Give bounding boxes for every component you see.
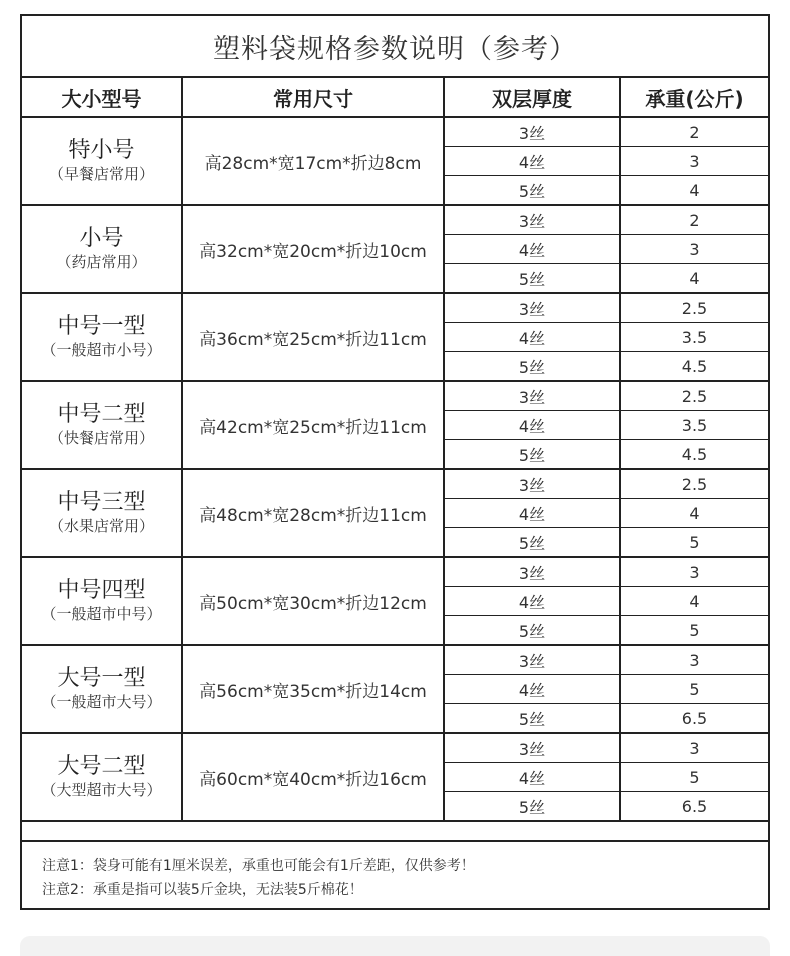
load-cell: 3 (620, 147, 768, 176)
size-cell: 高60cm*宽40cm*折边16cm (182, 733, 444, 821)
model-cell (22, 645, 182, 733)
load-cell: 2 (620, 117, 768, 147)
table-row (22, 117, 768, 147)
model-usage: （一般超市大号） (41, 693, 162, 711)
size-cell: 高28cm*宽17cm*折边8cm (182, 117, 444, 205)
thickness-cell: 5丝 (444, 704, 620, 734)
model-cell (22, 293, 182, 381)
load-cell: 4 (620, 499, 768, 528)
load-cell: 3.5 (620, 411, 768, 440)
thickness-cell: 5丝 (444, 176, 620, 206)
thickness-cell: 3丝 (444, 557, 620, 587)
load-cell: 5 (620, 616, 768, 646)
thickness-cell: 4丝 (444, 587, 620, 616)
thickness-cell: 4丝 (444, 323, 620, 352)
model-usage: （快餐店常用） (48, 429, 154, 447)
model-name: 中号四型 (57, 578, 146, 603)
model-cell (22, 733, 182, 821)
header-row (22, 78, 768, 117)
thickness-cell: 4丝 (444, 411, 620, 440)
thickness-cell: 3丝 (444, 205, 620, 235)
model-usage: （一般超市小号） (41, 341, 162, 359)
header-thickness: 双层厚度 (444, 78, 620, 117)
size-cell: 高48cm*宽28cm*折边11cm (182, 469, 444, 557)
thickness-cell: 4丝 (444, 763, 620, 792)
load-cell: 5 (620, 528, 768, 558)
load-cell: 3 (620, 235, 768, 264)
load-cell: 6.5 (620, 792, 768, 822)
size-cell: 高36cm*宽25cm*折边11cm (182, 293, 444, 381)
thickness-cell: 3丝 (444, 117, 620, 147)
load-cell: 3 (620, 645, 768, 675)
model-name: 小号 (79, 226, 124, 251)
model-cell (22, 205, 182, 293)
table-row (22, 381, 768, 411)
load-cell: 4.5 (620, 352, 768, 382)
load-cell: 2.5 (620, 381, 768, 411)
load-cell: 3.5 (620, 323, 768, 352)
thickness-cell: 4丝 (444, 499, 620, 528)
thickness-cell: 4丝 (444, 675, 620, 704)
table-row (22, 293, 768, 323)
thickness-cell: 5丝 (444, 616, 620, 646)
load-cell: 4 (620, 176, 768, 206)
model-cell (22, 381, 182, 469)
load-cell: 4 (620, 264, 768, 294)
spec-table-frame (20, 14, 770, 910)
thickness-cell: 3丝 (444, 469, 620, 499)
note-2: 注意2：承重是指可以装5斤金块，无法装5斤棉花！ (42, 882, 363, 898)
thickness-cell: 5丝 (444, 792, 620, 822)
table-row (22, 645, 768, 675)
model-cell (22, 469, 182, 557)
load-cell: 2.5 (620, 293, 768, 323)
load-cell: 2 (620, 205, 768, 235)
thickness-cell: 3丝 (444, 645, 620, 675)
header-size: 常用尺寸 (182, 78, 444, 117)
model-name: 特小号 (68, 138, 135, 163)
header-load: 承重(公斤) (620, 78, 768, 117)
size-cell: 高56cm*宽35cm*折边14cm (182, 645, 444, 733)
thickness-cell: 4丝 (444, 147, 620, 176)
load-cell: 4 (620, 587, 768, 616)
load-cell: 3 (620, 733, 768, 763)
table-body (22, 117, 768, 821)
load-cell: 3 (620, 557, 768, 587)
header-model: 大小型号 (22, 78, 182, 117)
model-cell (22, 117, 182, 205)
load-cell: 6.5 (620, 704, 768, 734)
model-name: 中号三型 (57, 490, 146, 515)
model-name: 大号一型 (57, 666, 146, 691)
load-cell: 5 (620, 763, 768, 792)
model-cell (22, 557, 182, 645)
model-name: 中号一型 (57, 314, 146, 339)
model-name: 中号二型 (57, 402, 146, 427)
model-usage: （早餐店常用） (48, 165, 154, 183)
load-cell: 4.5 (620, 440, 768, 470)
spec-table (22, 78, 768, 822)
size-cell: 高42cm*宽25cm*折边11cm (182, 381, 444, 469)
table-row (22, 205, 768, 235)
thickness-cell: 5丝 (444, 264, 620, 294)
table-row (22, 557, 768, 587)
thickness-cell: 3丝 (444, 733, 620, 763)
table-row (22, 733, 768, 763)
model-usage: （药店常用） (56, 253, 147, 271)
page-title: 塑料袋规格参数说明（参考） (22, 16, 768, 78)
thickness-cell: 4丝 (444, 235, 620, 264)
model-name: 大号二型 (57, 754, 146, 779)
note-1: 注意1：袋身可能有1厘米误差，承重也可能会有1斤差距，仅供参考！ (42, 858, 475, 874)
model-usage: （一般超市中号） (41, 605, 162, 623)
bottom-panel-edge (20, 936, 770, 956)
load-cell: 2.5 (620, 469, 768, 499)
size-cell: 高50cm*宽30cm*折边12cm (182, 557, 444, 645)
size-cell: 高32cm*宽20cm*折边10cm (182, 205, 444, 293)
thickness-cell: 5丝 (444, 528, 620, 558)
thickness-cell: 3丝 (444, 293, 620, 323)
thickness-cell: 5丝 (444, 352, 620, 382)
table-row (22, 469, 768, 499)
model-usage: （大型超市大号） (41, 781, 162, 799)
thickness-cell: 5丝 (444, 440, 620, 470)
load-cell: 5 (620, 675, 768, 704)
model-usage: （水果店常用） (48, 517, 154, 535)
notes (22, 840, 768, 908)
thickness-cell: 3丝 (444, 381, 620, 411)
